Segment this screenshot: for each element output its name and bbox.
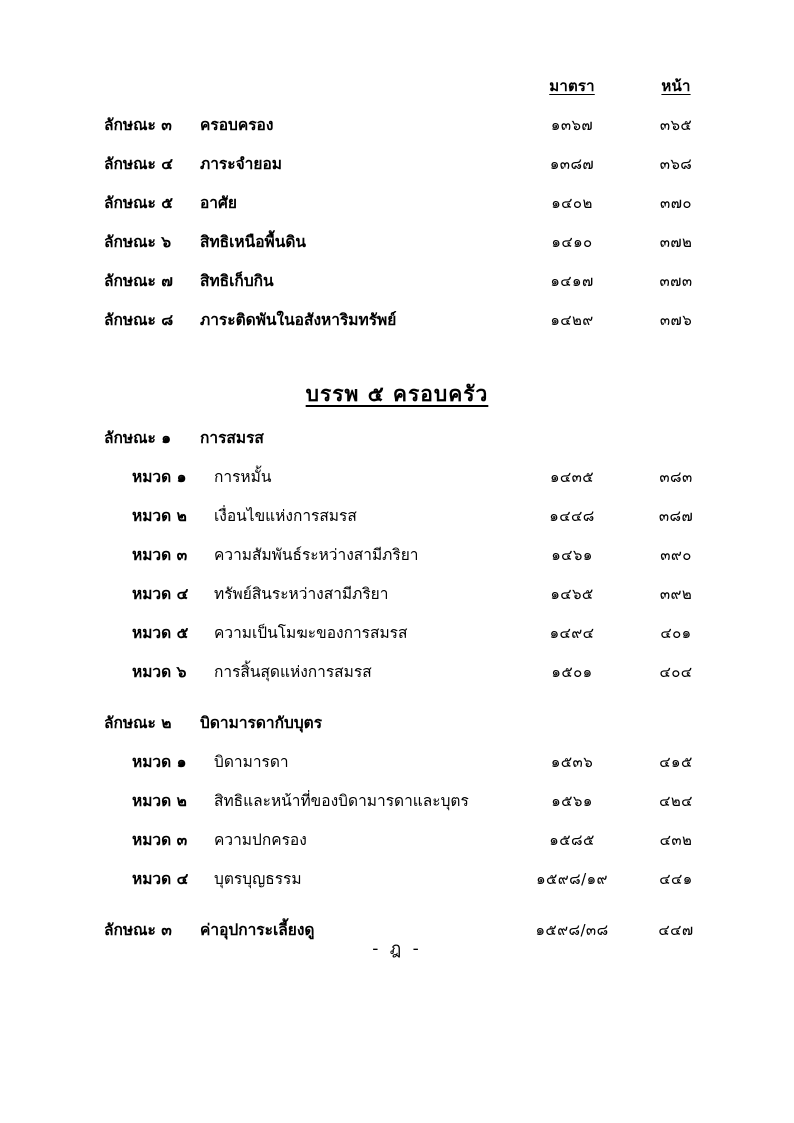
toc-row-page-number: ๓๘๗ — [658, 507, 694, 525]
toc-row-title: อาศัย — [200, 194, 237, 212]
toc-row-title: สิทธิเก็บกิน — [200, 272, 274, 290]
toc-row-title: การหมั้น — [214, 468, 272, 486]
toc-row-page-number: ๔๐๔ — [659, 663, 693, 681]
toc-row-page-number: ๓๘๓ — [659, 468, 693, 486]
column-header-section — [516, 74, 628, 98]
toc-row-title: ค่าอุปการะเลี้ยงดู — [200, 921, 315, 939]
toc-row[interactable] — [0, 581, 794, 606]
toc-row-page-number: ๓๗๓ — [659, 272, 693, 290]
toc-row-section-number: ๑๕๘๕ — [549, 831, 595, 849]
book-heading — [0, 378, 794, 411]
toc-row-page-number: ๓๗๖ — [659, 311, 693, 329]
toc-row[interactable] — [0, 749, 794, 774]
toc-row-page-number: ๓๙๐ — [660, 546, 692, 564]
page-folio: - ฎ - — [372, 939, 422, 959]
toc-row-section-number: ๑๕๓๖ — [550, 753, 594, 771]
toc-row-title: การสิ้นสุดแห่งการสมรส — [214, 663, 372, 681]
column-header-section-label: มาตรา — [549, 77, 595, 95]
toc-row-section-number: ๑๕๙๘/๑๙ — [536, 870, 608, 888]
toc-row-label: ลักษณะ ๘ — [104, 311, 174, 329]
toc-row-label: หมวด ๔ — [132, 585, 189, 603]
toc-row-section-number: ๑๔๑๗ — [550, 272, 594, 290]
toc-section-property-continued — [0, 112, 794, 332]
toc-row-title: บุตรบุญธรรม — [214, 870, 302, 888]
toc-row[interactable] — [0, 866, 794, 891]
toc-row-section-number: ๑๔๙๔ — [549, 624, 595, 642]
toc-row-section-number: ๑๔๒๙ — [550, 311, 594, 329]
toc-row-section-number: ๑๓๖๗ — [550, 116, 594, 134]
toc-row-label: หมวด ๖ — [132, 663, 187, 681]
toc-row-label: หมวด ๔ — [132, 870, 189, 888]
toc-row[interactable] — [0, 112, 794, 137]
toc-row[interactable] — [0, 464, 794, 489]
toc-row[interactable] — [0, 229, 794, 254]
toc-row-label: ลักษณะ ๔ — [104, 155, 173, 173]
toc-row-section-number: ๑๔๖๑ — [551, 546, 593, 564]
toc-row-page-number: ๓๗๒ — [659, 233, 693, 251]
toc-row-title: ภาระติดพันในอสังหาริมทรัพย์ — [200, 311, 397, 329]
toc-row[interactable] — [0, 659, 794, 684]
toc-row-label: หมวด ๑ — [132, 468, 187, 486]
toc-row-label: ลักษณะ ๑ — [104, 429, 172, 447]
toc-row-section-number: ๑๔๓๕ — [549, 468, 595, 486]
toc-row-label: ลักษณะ ๓ — [104, 921, 172, 939]
toc-row[interactable] — [0, 503, 794, 528]
toc-row[interactable] — [0, 542, 794, 567]
toc-row[interactable] — [0, 307, 794, 332]
toc-row[interactable] — [0, 268, 794, 293]
toc-row-title: การสมรส — [200, 429, 264, 447]
toc-row-title: สิทธิเหนือพื้นดิน — [200, 233, 307, 251]
toc-row-title: บิดามารดา — [214, 753, 289, 771]
toc-row-section-number: ๑๔๖๕ — [550, 585, 594, 603]
toc-row-label: หมวด ๒ — [132, 792, 187, 810]
toc-row-title: สิทธิและหน้าที่ของบิดามารดาและบุตร — [214, 792, 469, 810]
toc-row-section-number: ๑๔๔๘ — [549, 507, 595, 525]
toc-row-page-number: ๓๗๐ — [660, 194, 692, 212]
toc-row[interactable] — [0, 620, 794, 645]
book-heading-text: บรรพ ๕ ครอบครัว — [305, 382, 489, 406]
toc-row-page-number: ๔๓๒ — [659, 831, 693, 849]
toc-row-title: ความเป็นโมฆะของการสมรส — [214, 624, 408, 642]
toc-row-page-number: ๔๒๔ — [659, 792, 693, 810]
toc-row-title: ทรัพย์สินระหว่างสามีภริยา — [214, 585, 389, 603]
toc-row-section-number: ๑๕๐๑ — [551, 663, 593, 681]
toc-row-page-number: ๔๔๑ — [659, 870, 693, 888]
toc-row-label: ลักษณะ ๒ — [104, 714, 172, 732]
toc-section-book-5-family — [0, 425, 794, 942]
toc-row-label: ลักษณะ ๕ — [104, 194, 173, 212]
toc-row-section-number: ๑๕๖๑ — [551, 792, 593, 810]
toc-row-label: หมวด ๑ — [132, 753, 187, 771]
toc-row-label: หมวด ๓ — [132, 831, 188, 849]
toc-row-page-number: ๔๐๑ — [660, 624, 692, 642]
toc-row-title: บิดามารดากับบุตร — [200, 714, 323, 732]
toc-row-section-number: ๑๓๘๗ — [549, 155, 595, 173]
toc-row[interactable] — [0, 788, 794, 813]
toc-row-label: หมวด ๒ — [132, 507, 187, 525]
toc-row-label: ลักษณะ ๖ — [104, 233, 172, 251]
toc-row-section-number: ๑๔๑๐ — [551, 233, 593, 251]
toc-row-page-number: ๓๖๘ — [659, 155, 693, 173]
toc-row-section-number: ๑๕๙๘/๓๘ — [535, 921, 609, 939]
toc-row-page-number: ๔๔๗ — [658, 921, 694, 939]
toc-row-title: ความปกครอง — [214, 831, 307, 849]
toc-row[interactable] — [0, 827, 794, 852]
toc-row-label: ลักษณะ ๗ — [104, 272, 173, 290]
toc-row-section-number: ๑๔๐๒ — [551, 194, 593, 212]
toc-row-title: ครอบครอง — [200, 116, 274, 134]
toc-row-title: เงื่อนไขแห่งการสมรส — [214, 507, 357, 525]
toc-row[interactable] — [0, 425, 794, 450]
toc-row-label: หมวด ๕ — [132, 624, 189, 642]
column-header-page — [628, 74, 724, 98]
toc-row-page-number: ๔๑๕ — [659, 753, 693, 771]
toc-row[interactable] — [0, 710, 794, 735]
column-header-page-label: หน้า — [661, 77, 691, 95]
toc-row[interactable] — [0, 190, 794, 215]
toc-row-label: หมวด ๓ — [132, 546, 188, 564]
toc-row-title: ภาระจำยอม — [200, 155, 282, 173]
toc-row-label: ลักษณะ ๓ — [104, 116, 172, 134]
column-header-row — [0, 74, 794, 98]
toc-row-title: ความสัมพันธ์ระหว่างสามีภริยา — [214, 546, 419, 564]
toc-row-page-number: ๓๖๕ — [659, 116, 693, 134]
toc-row[interactable] — [0, 151, 794, 176]
toc-row-page-number: ๓๙๒ — [659, 585, 693, 603]
